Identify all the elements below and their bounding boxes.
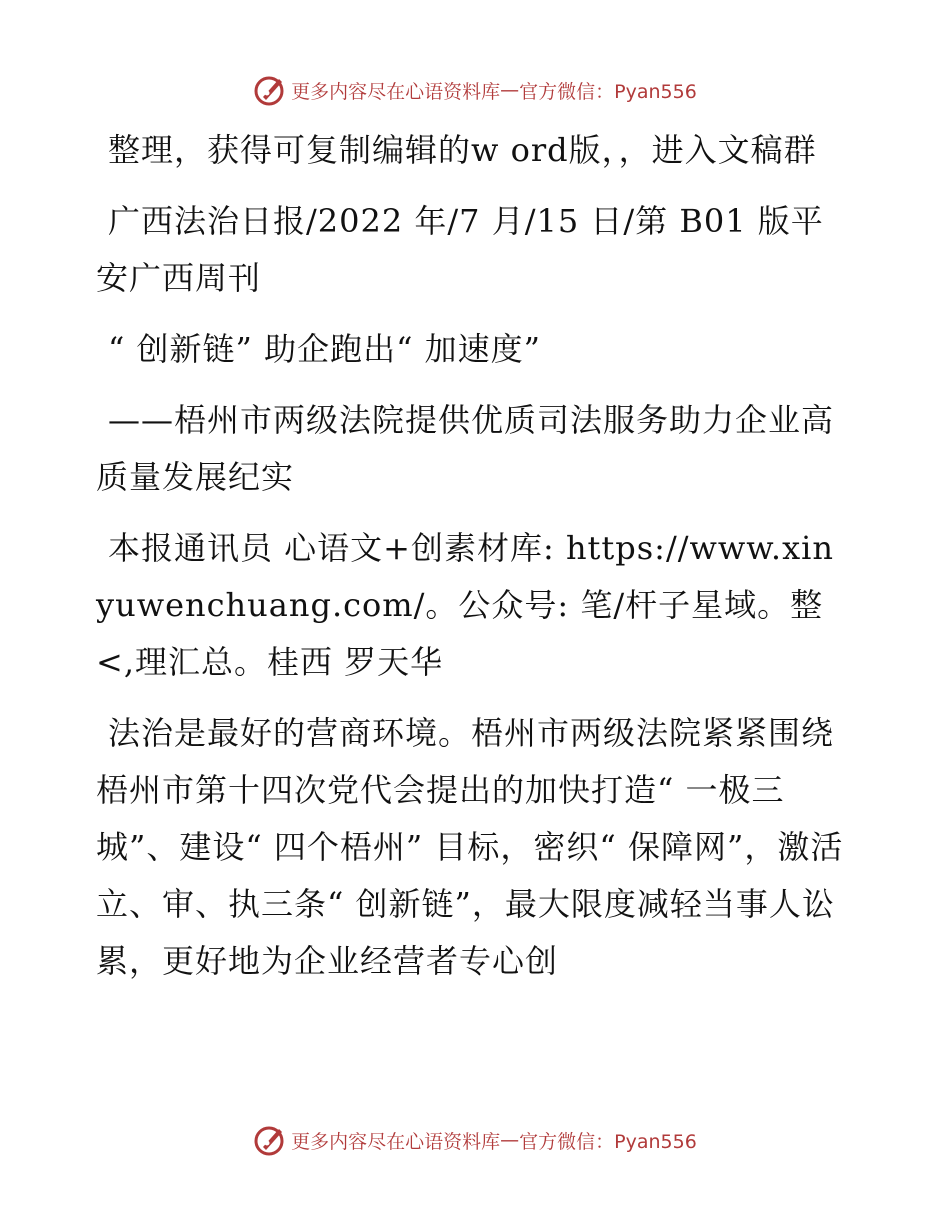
paragraph-source: 广西法治日报/2022 年/7 月/15 日/第 B01 版平安广西周刊	[96, 202, 824, 297]
paragraph-byline: 本报通讯员 心语文+创素材库: https://www.xinyuwenchuang.com/。公众号: 笔/杆子星域。整<,理汇总。桂西 罗天华	[96, 529, 834, 681]
header-watermark-banner	[0, 70, 950, 110]
document-body	[96, 122, 844, 1004]
article-title: “ 创新链” 助企跑出“ 加速度”	[108, 330, 541, 368]
paragraph-intro: 整理，获得可复制编辑的w ord版，，进入文稿群	[108, 131, 817, 169]
article-subtitle: ——梧州市两级法院提供优质司法服务助力企业高质量发展纪实	[96, 401, 835, 496]
banner-separator: —	[500, 79, 520, 101]
banner-wechat: 官方微信：Pyan556	[519, 1130, 697, 1153]
footer-watermark-banner	[0, 1120, 950, 1160]
pen-logo-icon	[253, 1123, 287, 1157]
banner-wechat: 官方微信：Pyan556	[519, 80, 697, 103]
banner-separator: —	[500, 1129, 520, 1151]
paragraph-body: 法治是最好的营商环境。梧州市两级法院紧紧围绕梧州市第十四次党代会提出的加快打造“ 一极三城”、建设“ 四个梧州” 目标，密织“ 保障网”，激活立、审、执三条“ 创新链”，最大限度减轻当事人讼累，更好地为企业经营者专心创	[96, 714, 844, 980]
banner-text: 更多内容尽在心语资料库	[291, 80, 501, 103]
pen-logo-icon	[253, 73, 287, 107]
banner-text: 更多内容尽在心语资料库	[291, 1130, 501, 1153]
